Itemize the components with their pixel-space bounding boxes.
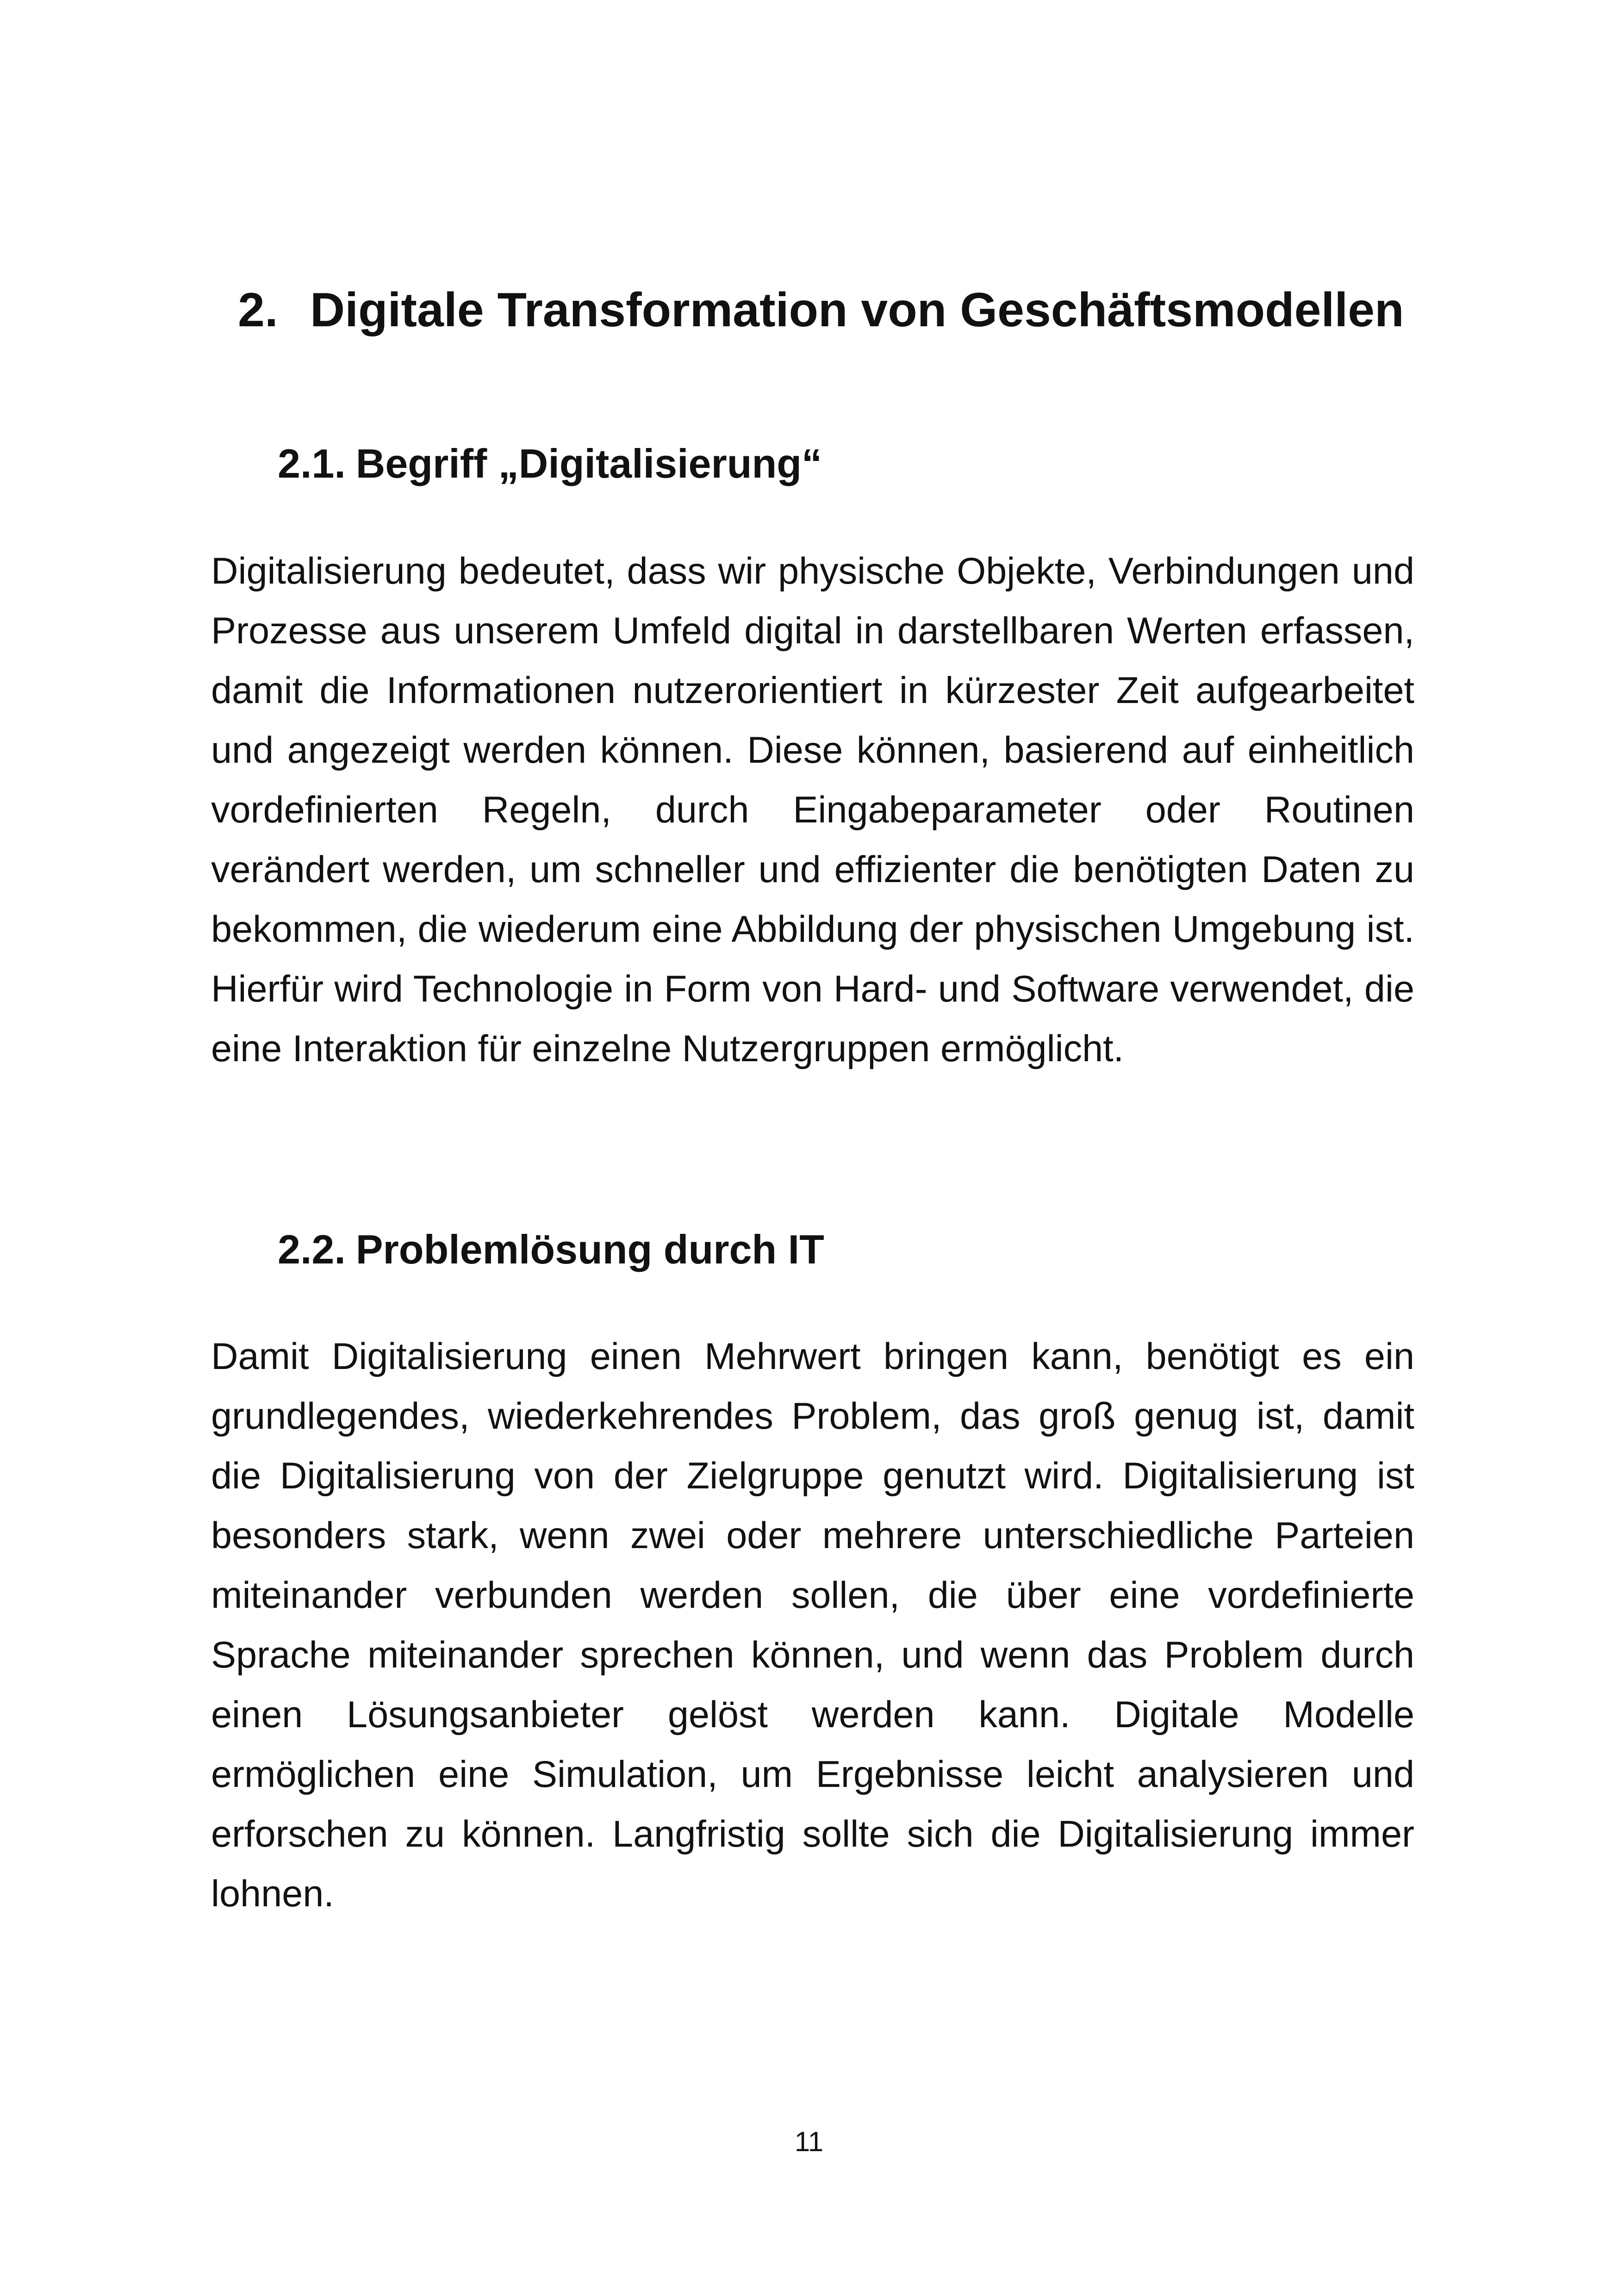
chapter-title: Digitale Transformation von Geschäftsmodellen xyxy=(310,283,1404,337)
page-number: 11 xyxy=(794,2126,824,2157)
section-paragraph: Damit Digitalisierung einen Mehrwert bringen kann, benötigt es ein grundlegendes, wiederkehrendes Problem, das groß genug ist, damit die Digitalisierung von der Zielgruppe genutzt wird. Digitalisierung ist besonders stark, wenn zwei oder mehrere unterschiedliche Parteien miteinander verbunden werden sollen, die über eine vordefinierte Sprache miteinander sprechen können, und wenn das Problem durch einen Lösungsanbieter gelöst werden kann. Digitale Modelle ermöglichen eine Simulation, um Ergebnisse leicht analysieren und erforschen zu können. Langfristig sollte sich die Digitalisierung immer lohnen. xyxy=(211,1336,1414,1915)
section-number: 2.2. xyxy=(278,1226,346,1272)
section-heading xyxy=(278,1222,824,1277)
section-number: 2.1. xyxy=(278,441,346,486)
chapter-number: 2. xyxy=(238,283,278,337)
section-paragraph: Digitalisierung bedeutet, dass wir physische Objekte, Verbindungen und Prozesse aus unserem Umfeld digital in darstellbaren Werten erfassen, damit die Informationen nutzerorientiert in kürzester Zeit aufgearbeitet und angezeigt werden können. Diese können, basierend auf einheitlich vordefinierten Regeln, durch Eingabeparameter oder Routinen verändert werden, um schneller und effizienter die benötigten Daten zu bekommen, die wiederum eine Abbildung der physischen Umgebung ist. Hierfür wird Technologie in Form von Hard- und Software verwendet, die eine Interaktion für einzelne Nutzergruppen ermöglicht. xyxy=(211,550,1414,1070)
chapter-heading xyxy=(238,278,1487,342)
section-heading xyxy=(278,436,822,492)
section-title: Problemlösung durch IT xyxy=(355,1226,824,1272)
section-title: Begriff „Digitalisierung“ xyxy=(355,441,822,486)
